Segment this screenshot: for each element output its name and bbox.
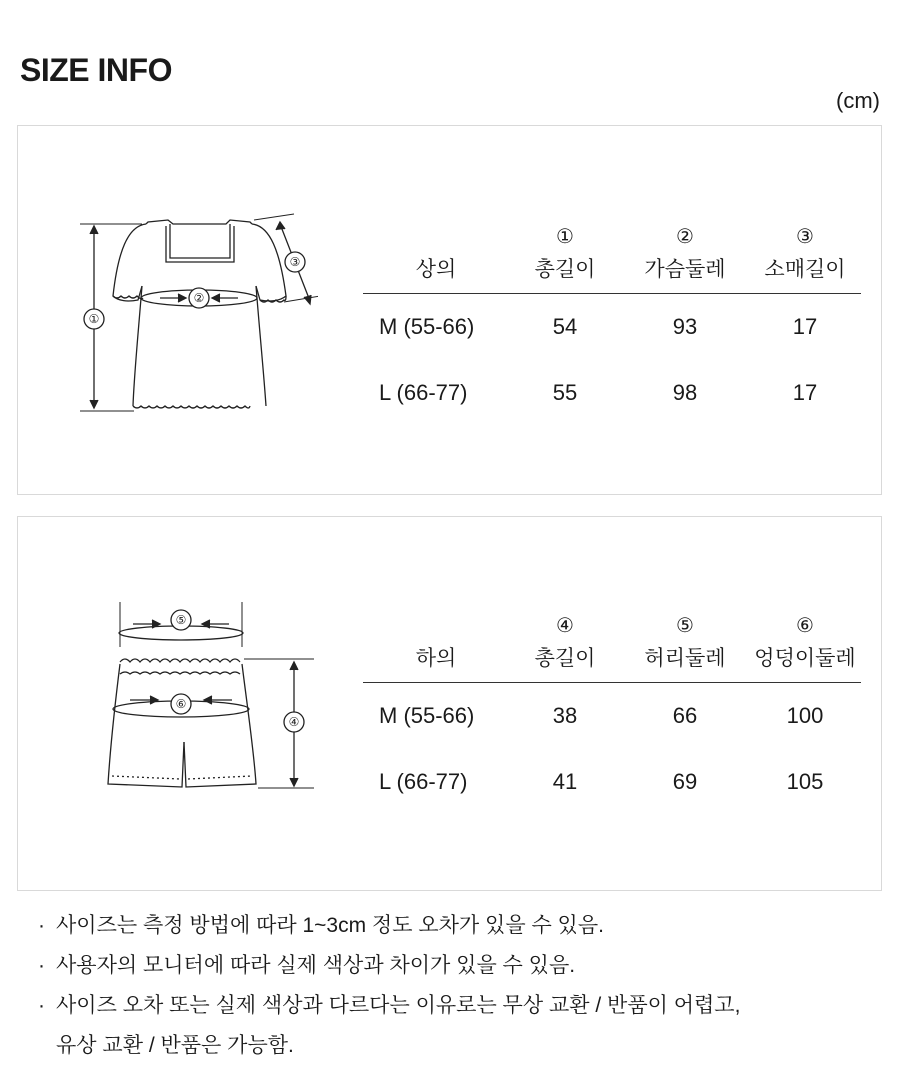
table-row (363, 294, 861, 361)
marker-6: ⑥ (175, 697, 187, 711)
top-category-label: 상의 (415, 258, 457, 281)
unit-label: (cm) (836, 88, 880, 113)
table-row (363, 683, 861, 750)
size-label: M (55-66) (379, 703, 475, 728)
marker-3: ③ (289, 255, 301, 269)
top-size-panel (17, 125, 882, 495)
table-cell: 100 (786, 703, 824, 728)
table-cell: 38 (552, 703, 578, 728)
table-cell: 55 (552, 380, 578, 405)
table-cell: 66 (672, 703, 698, 728)
bottom-col-6: ⑥ 엉덩이둘레 (754, 615, 856, 670)
marker-5: ⑤ (175, 613, 187, 627)
size-label: L (66-77) (379, 380, 468, 405)
bottom-size-table (363, 600, 861, 815)
table-cell: 41 (552, 769, 578, 794)
note-item: · 사이즈는 측정 방법에 따라 1~3cm 정도 오차가 있을 수 있음. (38, 906, 740, 946)
table-cell: 54 (552, 314, 578, 339)
bottom-category-label: 하의 (415, 647, 457, 670)
table-cell: 93 (672, 314, 698, 339)
table-cell: 98 (672, 380, 698, 405)
top-col-3: ③ 소매길이 (764, 226, 846, 281)
size-label: M (55-66) (379, 314, 475, 339)
top-col-1: ① 총길이 (534, 226, 596, 281)
marker-4: ④ (288, 715, 300, 729)
marker-1: ① (88, 312, 100, 326)
table-cell: 17 (792, 314, 818, 339)
size-label: L (66-77) (379, 769, 468, 794)
marker-2: ② (193, 291, 205, 305)
table-cell: 105 (786, 769, 824, 794)
table-row (363, 749, 861, 815)
page-title: SIZE INFO (20, 52, 172, 88)
top-garment-illustration (58, 206, 318, 426)
bottom-size-panel (17, 516, 882, 891)
table-cell: 69 (672, 769, 698, 794)
top-size-table (363, 211, 861, 426)
bottom-col-4: ④ 총길이 (534, 615, 596, 670)
note-item: · 사용자의 모니터에 따라 실제 색상과 차이가 있을 수 있음. (38, 946, 740, 986)
note-item: · 사이즈 오차 또는 실제 색상과 다르다는 이유로는 무상 교환 / 반품이 어렵고, (38, 986, 740, 1026)
table-row (363, 360, 861, 426)
top-col-2: ② 가슴둘레 (644, 226, 726, 281)
note-continuation: 유상 교환 / 반품은 가능함. (56, 1034, 294, 1057)
shorts-illustration (88, 592, 348, 812)
table-cell: 17 (792, 380, 818, 405)
bottom-col-5: ⑤ 허리둘레 (644, 615, 726, 670)
notes-list (38, 906, 740, 1066)
